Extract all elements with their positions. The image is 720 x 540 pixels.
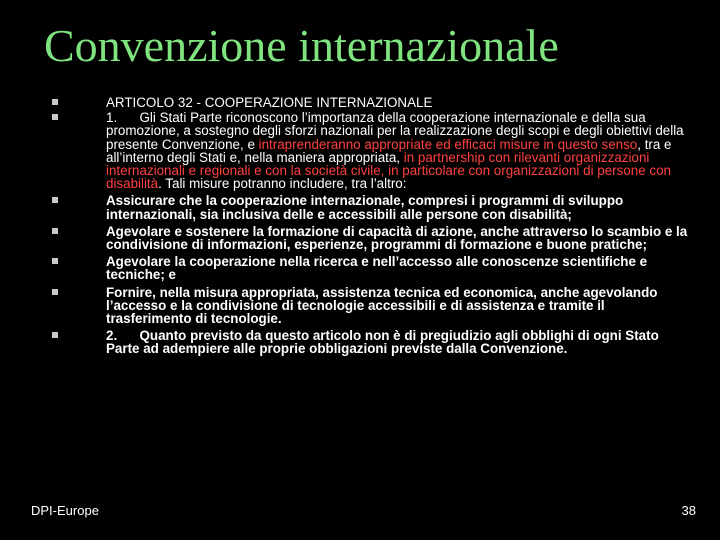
bullet-square-icon <box>52 99 58 105</box>
list-item <box>52 225 692 251</box>
paragraph-text: , tra e all’interno degli Stati e, nella maniera appropriata, <box>106 136 672 165</box>
footer-label: DPI-Europe <box>31 503 99 518</box>
paragraph-text: 2. Quanto previsto da questo articolo non è di pregiudizio agli obblighi di ogni Stato Parte ad adempiere alle proprie obbligazioni previste dalla Convenzione. <box>106 328 659 357</box>
list-item <box>52 329 692 355</box>
list-item <box>52 111 692 190</box>
bullet-square-icon <box>52 114 58 120</box>
article-heading: ARTICOLO 32 - COOPERAZIONE INTERNAZIONALE <box>106 95 433 110</box>
bullet-list <box>52 96 692 356</box>
paragraph-text: Agevolare e sostenere la formazione di capacità di azione, anche attraverso lo scambio e la condivisione di informazioni, esperienze, programmi di formazione e buone pratiche; <box>106 223 688 253</box>
bullet-square-icon <box>52 197 58 203</box>
list-item <box>52 96 692 109</box>
page-number: 38 <box>681 503 696 518</box>
paragraph-text: Assicurare che la cooperazione internazionale, compresi i programmi di sviluppo internazionali, sia inclusiva delle e accessibili alle persone con disabilità; <box>106 193 624 222</box>
bullet-square-icon <box>52 332 58 338</box>
bullet-square-icon <box>52 228 58 234</box>
paragraph-text: 1. Gli Stati Parte riconoscono l’importanza della cooperazione internazionale e della sua promozione, a sostegno degli sforzi nazionali per la realizzazione degli scopi e degli obiettivi della presente Convenzione, e <box>106 110 684 152</box>
list-item <box>52 255 692 281</box>
paragraph-text: Fornire, nella misura appropriata, assistenza tecnica ed economica, anche agevolando l’accesso e la condivisione di tecnologie accessibili e di assistenza e tramite il trasferimento di tecnologie. <box>106 284 658 327</box>
slide-title: Convenzione internazionale <box>44 20 559 71</box>
list-item <box>52 286 692 326</box>
bullet-square-icon <box>52 289 58 295</box>
highlighted-text: in partnership con rilevanti organizzazioni internazionali e regionali e con la società civile, in particolare con organizzazioni di persone con disabilità <box>106 149 671 192</box>
bullet-square-icon <box>52 258 58 264</box>
paragraph-text: Agevolare la cooperazione nella ricerca e nell’accesso alle conoscenze scientifiche e tecniche; e <box>106 254 648 283</box>
paragraph-text: . Tali misure potranno includere, tra l’altro: <box>158 176 407 192</box>
highlighted-text: intraprenderanno appropriate ed efficaci misure in questo senso <box>258 136 638 152</box>
list-item <box>52 194 692 220</box>
